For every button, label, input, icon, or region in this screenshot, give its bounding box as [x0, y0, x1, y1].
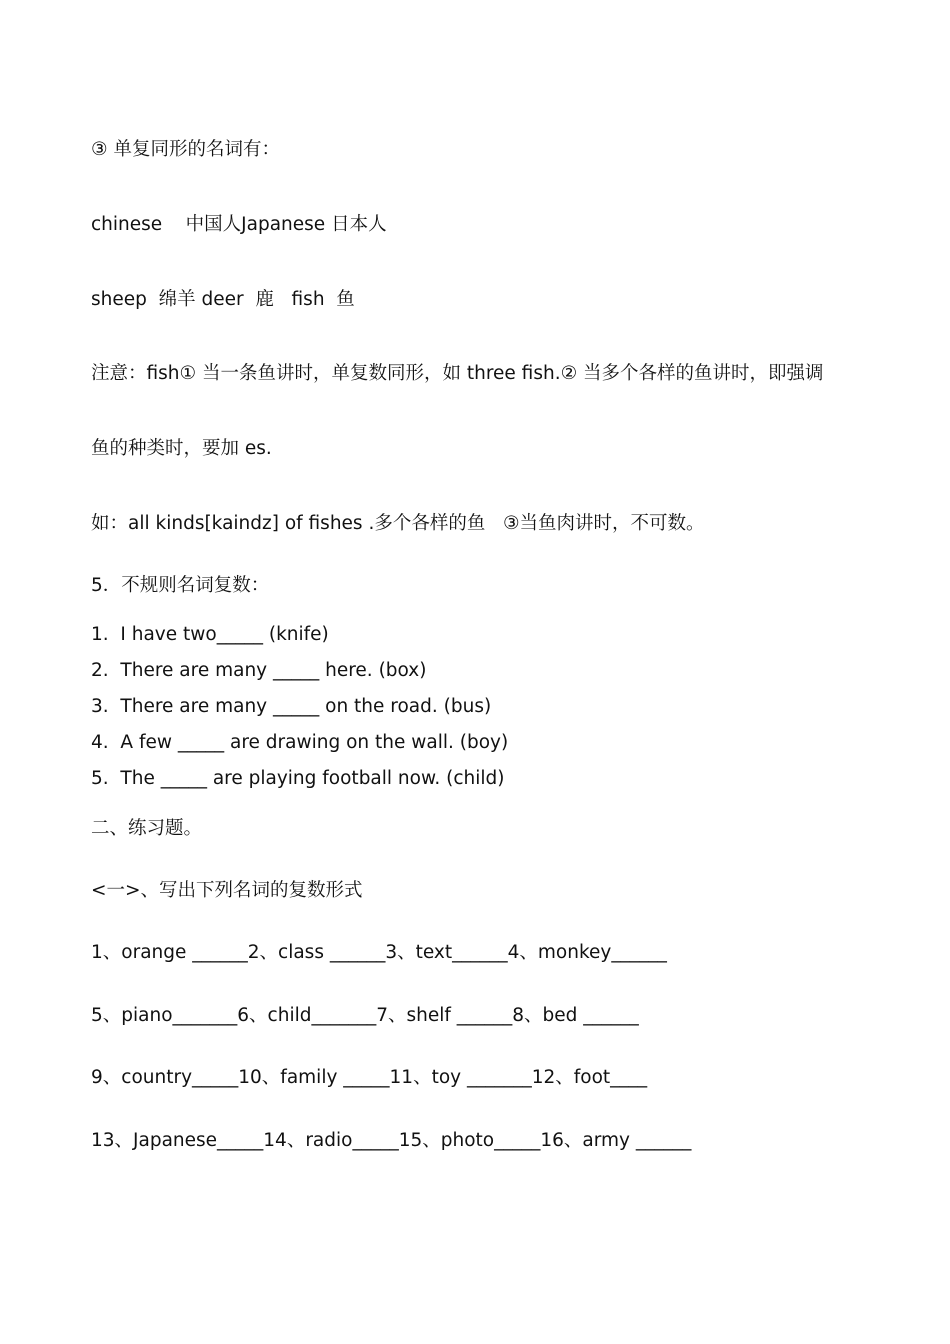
irregular-plural-heading: 5．不规则名词复数： [91, 575, 270, 596]
list-item: 2. There are many _____ here. (box) [91, 660, 427, 681]
note-line-3: 如：all kinds[kaindz] of fishes .多个各样的鱼 ③当鱼肉讲时，不可数。 [91, 513, 705, 534]
note-line-2: 鱼的种类时，要加 es. [91, 438, 272, 459]
exercise-row: 9、country_____10、family _____11、toy _______12、foot____ [91, 1067, 648, 1088]
same-form-example-2: sheep 绵羊 deer 鹿 fish 鱼 [91, 289, 355, 310]
note-line-1: 注意：fish① 当一条鱼讲时，单复数同形，如 three fish.② 当多个各样的鱼讲时，即强调 [91, 363, 824, 384]
list-item: 4. A few _____ are drawing on the wall. (boy) [91, 732, 509, 753]
exercises-subheading: <一>、写出下列名词的复数形式 [91, 880, 363, 901]
exercises-heading: 二、练习题。 [91, 818, 203, 839]
list-item: 1. I have two_____ (knife) [91, 624, 329, 645]
list-item: 5. The _____ are playing football now. (child) [91, 768, 505, 789]
exercise-row: 5、piano_______6、child_______7、shelf ______8、bed ______ [91, 1005, 639, 1026]
same-form-example-1: chinese 中国人Japanese 日本人 [91, 214, 387, 235]
exercise-row: 1、orange ______2、class ______3、text______4、monkey______ [91, 942, 667, 963]
same-form-heading: ③ 单复同形的名词有： [91, 139, 280, 160]
exercise-row: 13、Japanese_____14、radio_____15、photo_____16、army ______ [91, 1130, 692, 1151]
list-item: 3. There are many _____ on the road. (bus) [91, 696, 492, 717]
